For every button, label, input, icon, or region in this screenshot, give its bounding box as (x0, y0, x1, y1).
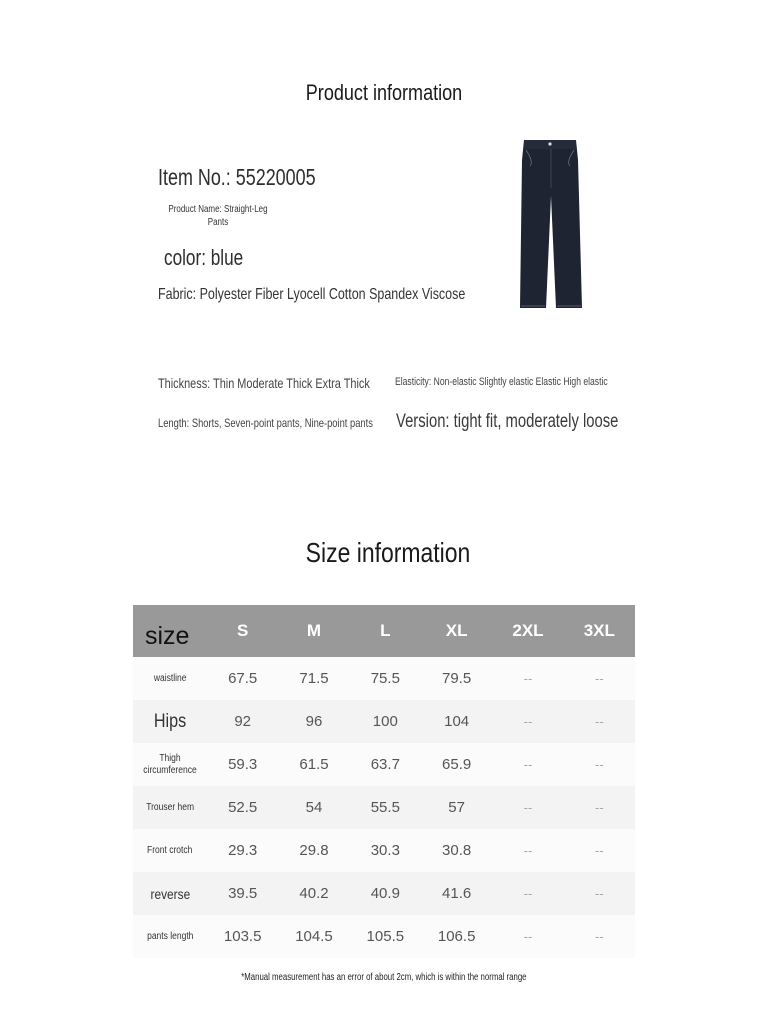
product-name: Product Name: Straight-Leg Pants (168, 204, 268, 228)
product-thickness (158, 375, 430, 391)
row-label (133, 700, 207, 743)
cell: 100 (350, 700, 421, 743)
cell: 39.5 (207, 872, 278, 915)
row-label-text: pants length (146, 930, 194, 942)
table-row-reverse (133, 872, 635, 915)
row-label-text: Trouser hem (146, 801, 194, 813)
jeans-icon (516, 136, 586, 312)
cell: 55.5 (350, 786, 421, 829)
cell: 104 (421, 700, 492, 743)
cell: -- (564, 829, 635, 872)
cell: 30.8 (421, 829, 492, 872)
item-number-text: Item No.: 55220005 (158, 164, 316, 190)
row-label (133, 872, 207, 915)
table-row-thigh (133, 743, 635, 786)
cell: -- (492, 915, 563, 958)
table-row-front-crotch (133, 829, 635, 872)
cell: 41.6 (421, 872, 492, 915)
row-label (133, 657, 207, 700)
size-table (133, 605, 635, 958)
header-3xl: 3XL (564, 605, 635, 657)
cell: 79.5 (421, 657, 492, 700)
product-information-title: Product information (305, 80, 463, 105)
cell: 29.8 (278, 829, 349, 872)
product-version (396, 411, 681, 433)
item-number (158, 164, 360, 191)
product-version-text: Version: tight fit, moderately loose (396, 411, 619, 432)
row-label-text: waistline (153, 672, 187, 684)
cell: 103.5 (207, 915, 278, 958)
product-length (158, 416, 434, 430)
product-elasticity (395, 376, 668, 388)
table-row-hips (133, 700, 635, 743)
table-row-pants-length (133, 915, 635, 958)
cell: 75.5 (350, 657, 421, 700)
product-color (164, 245, 266, 271)
cell: 104.5 (278, 915, 349, 958)
header-s: S (207, 605, 278, 657)
cell: 63.7 (350, 743, 421, 786)
cell: -- (564, 657, 635, 700)
header-m: M (278, 605, 349, 657)
row-label (133, 786, 207, 829)
cell: -- (492, 786, 563, 829)
cell: 65.9 (421, 743, 492, 786)
cell: 40.2 (278, 872, 349, 915)
size-table-header (133, 605, 635, 657)
cell: -- (564, 872, 635, 915)
row-label-text: Thigh circumference (143, 752, 197, 776)
cell: 59.3 (207, 743, 278, 786)
row-label-text: reverse (150, 885, 190, 902)
cell: 57 (421, 786, 492, 829)
cell: 96 (278, 700, 349, 743)
product-fabric-text: Fabric: Polyester Fiber Lyocell Cotton Spandex Viscose (158, 286, 466, 303)
cell: 67.5 (207, 657, 278, 700)
cell: -- (492, 657, 563, 700)
cell: -- (492, 872, 563, 915)
row-label-text: Hips (153, 710, 187, 732)
cell: 61.5 (278, 743, 349, 786)
cell: 54 (278, 786, 349, 829)
cell: 52.5 (207, 786, 278, 829)
cell: 40.9 (350, 872, 421, 915)
cell: -- (492, 829, 563, 872)
table-row-waistline (133, 657, 635, 700)
cell: 105.5 (350, 915, 421, 958)
row-label (133, 743, 207, 786)
product-fabric (158, 286, 552, 304)
size-information-title: Size information (305, 537, 471, 568)
product-color-text: color: blue (164, 245, 244, 270)
cell: 92 (207, 700, 278, 743)
measurement-note (0, 972, 768, 983)
header-2xl: 2XL (492, 605, 563, 657)
product-length-text: Length: Shorts, Seven-point pants, Nine-point pants (158, 416, 373, 430)
row-label-text: Front crotch (147, 844, 193, 856)
product-image-jeans (516, 136, 586, 312)
cell: -- (492, 743, 563, 786)
row-label (133, 829, 207, 872)
cell: -- (564, 700, 635, 743)
cell: -- (564, 743, 635, 786)
cell: 106.5 (421, 915, 492, 958)
cell: -- (492, 700, 563, 743)
table-row-trouser-hem (133, 786, 635, 829)
row-label (133, 915, 207, 958)
cell: -- (564, 786, 635, 829)
cell: 29.3 (207, 829, 278, 872)
header-size: size (133, 605, 207, 657)
measurement-note-text: *Manual measurement has an error of about 2cm, which is within the normal range (241, 972, 527, 983)
product-thickness-text: Thickness: Thin Moderate Thick Extra Thick (158, 375, 370, 391)
cell: 71.5 (278, 657, 349, 700)
cell: -- (564, 915, 635, 958)
cell: 30.3 (350, 829, 421, 872)
product-elasticity-text: Elasticity: Non-elastic Slightly elastic Elastic High elastic (395, 376, 608, 388)
header-xl: XL (421, 605, 492, 657)
header-l: L (350, 605, 421, 657)
